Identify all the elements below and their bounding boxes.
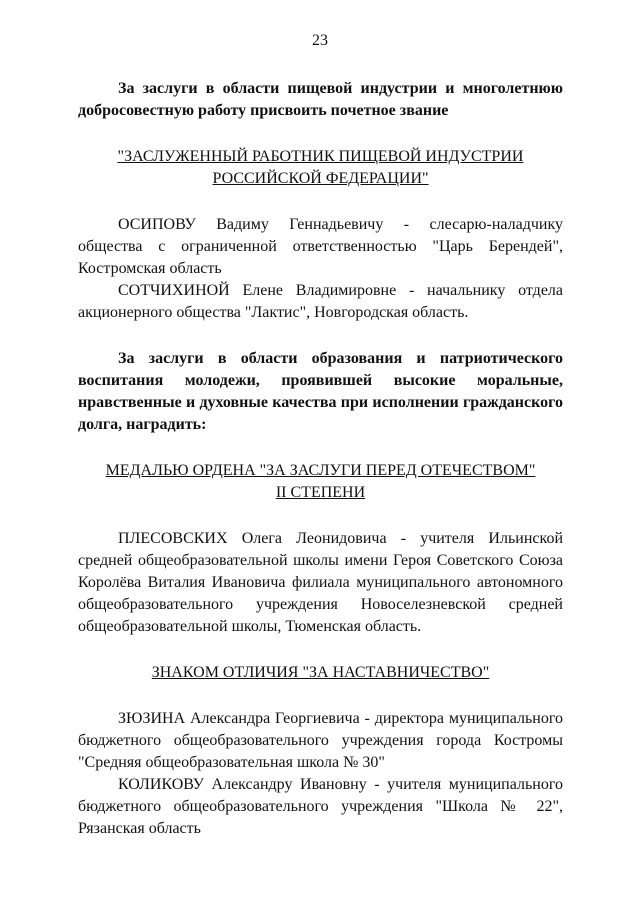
- section-2-award-line-2: II СТЕПЕНИ: [275, 484, 366, 501]
- page-number: 23: [312, 32, 328, 49]
- section-2-award-line-1: МЕДАЛЬЮ ОРДЕНА "ЗА ЗАСЛУГИ ПЕРЕД ОТЕЧЕСТВОМ": [105, 462, 536, 479]
- section-1-intro: За заслуги в области пищевой индустрии и многолетнюю добросовестную работу присвоить почетное звание: [78, 80, 563, 119]
- section-3-award-line-1: ЗНАКОМ ОТЛИЧИЯ "ЗА НАСТАВНИЧЕСТВО": [151, 664, 490, 681]
- section-1-award-line-1: "ЗАСЛУЖЕННЫЙ РАБОТНИК ПИЩЕВОЙ ИНДУСТРИИ: [117, 148, 524, 165]
- section-2-entry-1: ПЛЕСОВСКИХ Олега Леонидовича - учителя Ильинской средней общеобразовательной школы имени Героя Советского Союза Королёва Виталия Ивановича филиала муниципального автономного общеобразовательного учреждения Новоселезневской средней общеобразовательной школы, Тюменская область.: [78, 530, 563, 635]
- section-2-award-title: [78, 460, 563, 504]
- section-3-entry-2: КОЛИКОВУ Александру Ивановну - учителя муниципального бюджетного общеобразовательного учреждения "Школа № 22", Рязанская область: [78, 776, 563, 837]
- section-1-award-line-2: РОССИЙСКОЙ ФЕДЕРАЦИИ": [212, 170, 429, 187]
- section-1-entry-1: ОСИПОВУ Вадиму Геннадьевичу - слесарю-наладчику общества с ограниченной ответственностью "Царь Берендей", Костромская область: [78, 216, 563, 277]
- section-3-entry-1: ЗЮЗИНА Александра Георгиевича - директора муниципального бюджетного общеобразовательного учреждения города Костромы "Средняя общеобразовательная школа № 30": [78, 710, 563, 771]
- decree-content: [78, 78, 563, 840]
- section-2-intro: За заслуги в области образования и патриотического воспитания молодежи, проявившей высокие моральные, нравственные и духовные качества при исполнении гражданского долга, наградить:: [78, 350, 563, 433]
- section-3-award-title: [78, 662, 563, 684]
- section-1-entry-2: СОТЧИХИНОЙ Елене Владимировне - начальнику отдела акционерного общества "Лактис", Новгородская область.: [78, 282, 563, 321]
- section-1-award-title: [78, 146, 563, 190]
